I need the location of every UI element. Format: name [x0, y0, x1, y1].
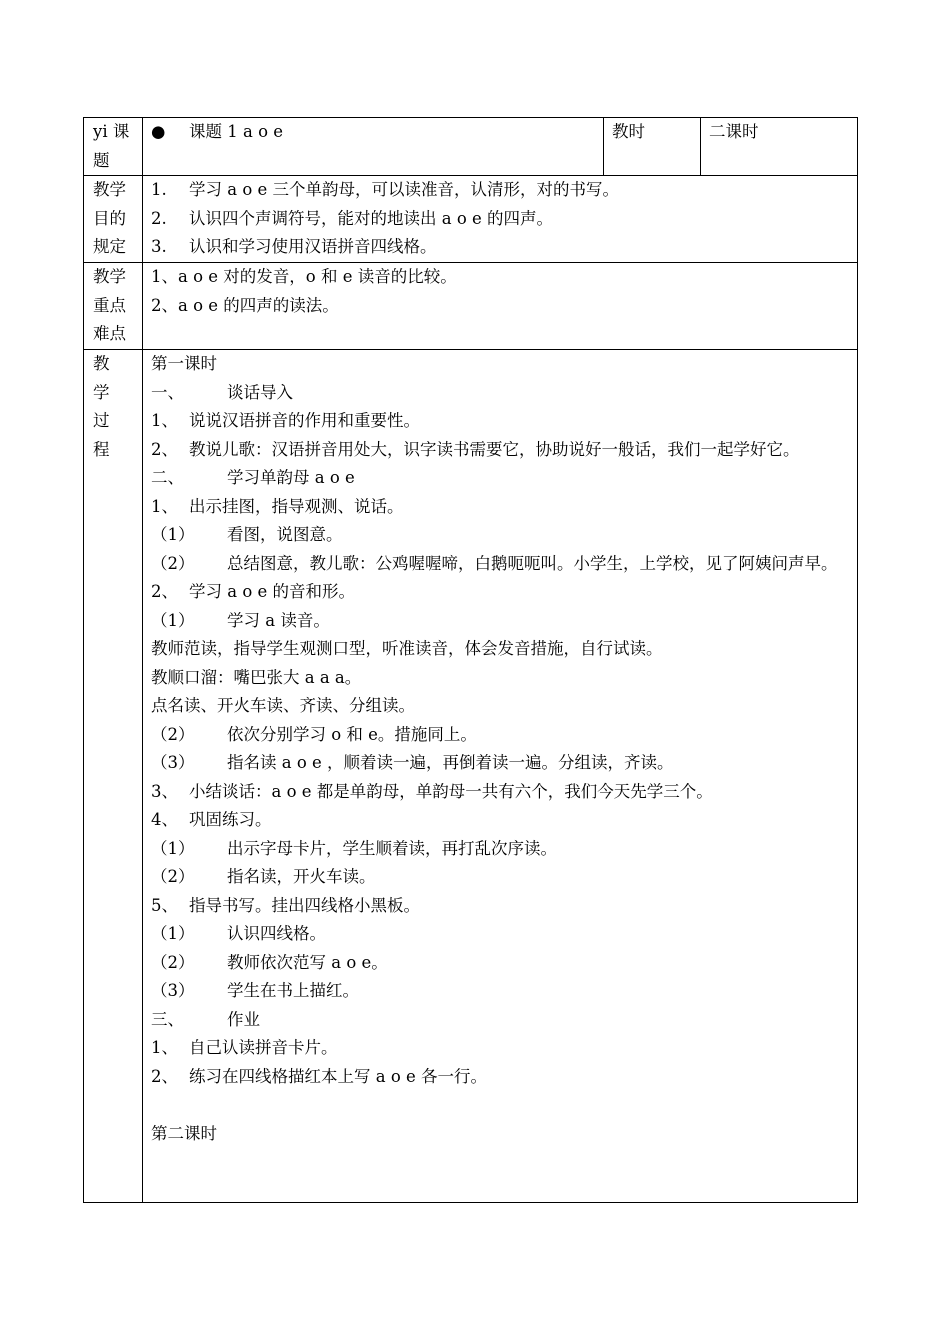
paragraph: 点名读、开火车读、齐读、分组读。: [151, 696, 415, 715]
list-item: 3、 小结谈话：a o e 都是单韵母，单韵母一共有六个，我们今天先学三个。: [151, 781, 713, 801]
topic-label: yi 课题: [84, 118, 143, 176]
list-item: 2、 学习 a o e 的音和形。: [151, 582, 356, 601]
goals-content: [143, 176, 858, 263]
lesson-two-title: 第二课时: [151, 1123, 217, 1143]
lesson-plan-table: [83, 117, 858, 1203]
topic-value: 课题 1 a o e: [189, 122, 284, 141]
sub-item: （2） 教师依次范写 a o e。: [151, 952, 388, 972]
sub-item: （2） 总结图意，教儿歌：公鸡喔喔啼，白鹅呃呃叫。小学生，上学校，见了阿姨问声早。: [151, 553, 838, 573]
sub-item: （2） 指名读，开火车读。: [151, 867, 376, 886]
key-points-row: [84, 263, 858, 350]
section-heading: 一、 谈话导入: [151, 382, 293, 402]
sub-item: （3） 学生在书上描红。: [151, 981, 359, 1000]
goal-item: 1. 学习 a o e 三个单韵母，可以读准音，认清形，对的书写。: [151, 180, 620, 199]
sub-item: （3） 指名读 a o e ，顺着读一遍，再倒着读一遍。分组读，齐读。: [151, 753, 674, 772]
sub-item: （2） 依次分别学习 o 和 e。措施同上。: [151, 724, 477, 744]
paragraph: 教顺口溜：嘴巴张大 a a a。: [151, 667, 362, 687]
goal-item: 2. 认识四个声调符号，能对的地读出 a o e 的四声。: [151, 208, 554, 228]
paragraph: 教师范读，指导学生观测口型，听准读音，体会发音措施，自行试读。: [151, 639, 663, 658]
topic-row: [84, 118, 858, 176]
section-heading: 二、 学习单韵母 a o e: [151, 468, 355, 487]
section-heading: 三、 作业: [151, 1009, 260, 1029]
key-points-content: [143, 263, 858, 350]
bullet-icon: ●: [151, 122, 166, 141]
blank-line: [151, 1091, 849, 1120]
list-item: 5、 指导书写。挂出四线格小黑板。: [151, 895, 420, 915]
sub-item: （1） 看图，说图意。: [151, 525, 343, 544]
hours-value: 二课时: [701, 118, 858, 176]
key-points-label: 教学重点难点: [84, 263, 143, 350]
goals-row: [84, 176, 858, 263]
list-item: 1、 说说汉语拼音的作用和重要性。: [151, 411, 420, 430]
list-item: 4、 巩固练习。: [151, 810, 272, 829]
goals-label: 教学目的规定: [84, 176, 143, 263]
list-item: 1、 自己认读拼音卡片。: [151, 1038, 338, 1057]
lesson-one-title: 第一课时: [151, 354, 217, 373]
list-item: 2、 教说儿歌：汉语拼音用处大，识字读书需要它，协助说好一般话，我们一起学好它。: [151, 439, 800, 459]
process-row: [84, 350, 858, 1203]
goal-item: 3. 认识和学习使用汉语拼音四线格。: [151, 237, 437, 256]
sub-item: （1） 出示字母卡片，学生顺着读，再打乱次序读。: [151, 838, 557, 858]
topic-cell: [143, 118, 604, 176]
list-item: 1、 出示挂图，指导观测、说话。: [151, 496, 404, 516]
process-content: [143, 350, 858, 1203]
process-label: 教学过程: [84, 350, 143, 1203]
key-point-item: 2、a o e 的四声的读法。: [151, 295, 339, 315]
list-item: 2、 练习在四线格描红本上写 a o e 各一行。: [151, 1066, 488, 1086]
sub-item: （1） 学习 a 读音。: [151, 610, 330, 630]
hours-label: 教时: [604, 118, 701, 176]
key-point-item: 1、a o e 对的发音，o 和 e 读音的比较。: [151, 267, 457, 286]
sub-item: （1） 认识四线格。: [151, 924, 326, 943]
